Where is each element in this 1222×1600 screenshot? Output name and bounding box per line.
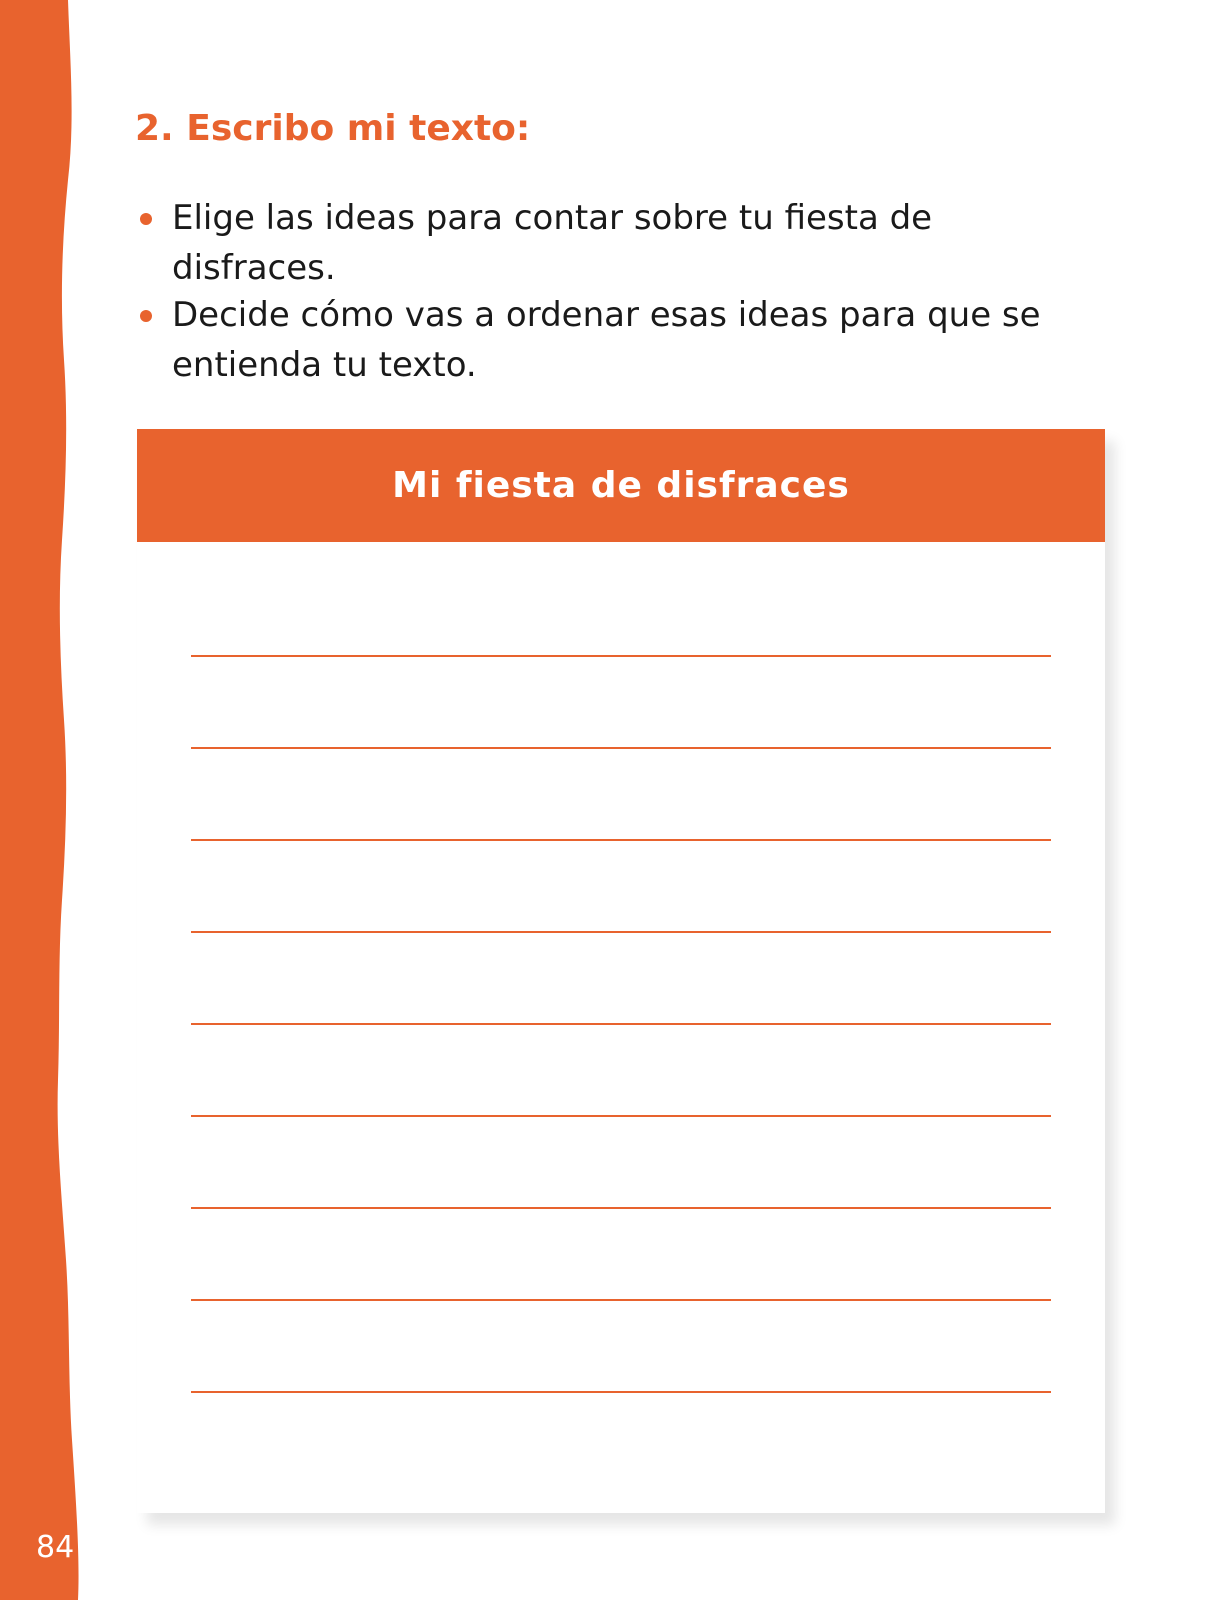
instruction-text: Elige las ideas para contar sobre tu fiesta de disfraces.	[172, 198, 933, 288]
writing-line[interactable]	[191, 931, 1051, 933]
writing-line[interactable]	[191, 1391, 1051, 1393]
bullet-dot-icon	[140, 310, 152, 322]
instruction-text: Decide cómo vas a ordenar esas ideas para que se entienda tu texto.	[172, 295, 1041, 385]
writing-line[interactable]	[191, 839, 1051, 841]
page-number: 84	[36, 1530, 75, 1565]
writing-line[interactable]	[191, 747, 1051, 749]
bullet-dot-icon	[140, 213, 152, 225]
writing-line[interactable]	[191, 1115, 1051, 1117]
writing-card	[137, 429, 1105, 1513]
instruction-item	[140, 193, 1070, 293]
instruction-item	[140, 290, 1070, 390]
writing-line[interactable]	[191, 655, 1051, 657]
writing-line[interactable]	[191, 1023, 1051, 1025]
writing-line[interactable]	[191, 1299, 1051, 1301]
writing-card-title: Mi fiesta de disfraces	[137, 429, 1105, 542]
writing-line[interactable]	[191, 1207, 1051, 1209]
decorative-side-band	[0, 0, 100, 1600]
activity-heading: 2. Escribo mi texto:	[135, 108, 531, 149]
